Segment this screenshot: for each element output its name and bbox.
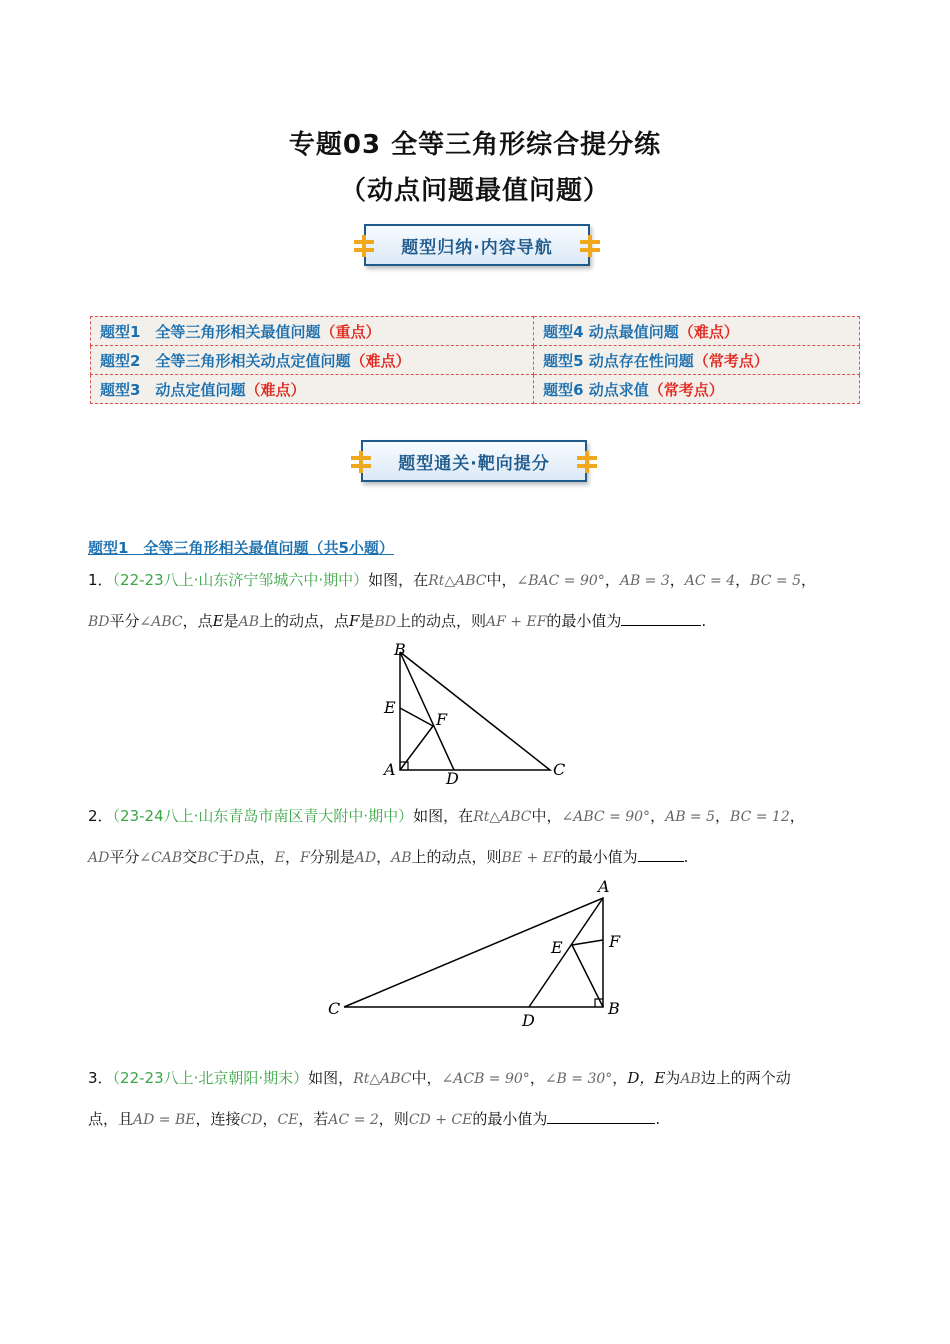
table-row — [91, 317, 860, 346]
toc-item-4[interactable]: 题型4 动点最值问题（难点） — [534, 317, 860, 346]
section-heading-type1[interactable]: 题型1 全等三角形相关最值问题（共5小题） — [88, 539, 394, 557]
label-e: E — [384, 698, 396, 717]
segment-be — [572, 945, 603, 1007]
label-b: B — [394, 640, 406, 659]
label-a: A — [598, 877, 610, 896]
question-source: （22-23八上·山东济宁邹城六中·期中） — [112, 571, 369, 589]
label-e: E — [551, 938, 563, 957]
equal-sign-icon — [351, 451, 371, 473]
toc-item-1[interactable]: 题型1 全等三角形相关最值问题（重点） — [91, 317, 534, 346]
triangle-abc — [400, 652, 550, 770]
doc-title-line1: 专题03 全等三角形综合提分练 — [288, 130, 662, 160]
equal-sign-icon — [580, 235, 600, 257]
question-source: （23-24八上·山东青岛市南区青大附中·期中） — [112, 807, 414, 825]
table-row — [91, 346, 860, 375]
doc-title-line2: （动点问题最值问题） — [339, 176, 610, 206]
label-f: F — [609, 932, 621, 951]
answer-blank[interactable] — [621, 610, 701, 626]
banner-content-nav-label: 题型归纳·内容导航 — [401, 237, 553, 258]
equal-sign-icon — [577, 451, 597, 473]
label-b: B — [608, 999, 620, 1018]
banner-practice-label: 题型通关·靶向提分 — [398, 453, 550, 474]
question-3: 3．（22-23八上·北京朝阳·期末）如图，Rt△ABC中，∠ACB = 90°，∠B = 30°，D，E为AB边上的两个动 点，且AD = BE，连接CD，CE，若AC = 2，则CD + CE的最小值为 . — [88, 1069, 791, 1128]
banner-content-nav — [364, 224, 590, 266]
question-1: 1．（22-23八上·山东济宁邹城六中·期中）如图，在Rt△ABC中，∠BAC = 90°，AB = 3，AC = 4，BC = 5， BD平分∠ABC，点E是AB上的动点，点F是BD上的动点，则AF + EF的最小值为 . — [88, 571, 816, 630]
toc-item-3[interactable]: 题型3 动点定值问题（难点） — [91, 375, 534, 404]
figure-q1 — [370, 638, 580, 788]
question-source: （22-23八上·北京朝阳·期末） — [112, 1069, 309, 1087]
topic-table — [90, 316, 860, 404]
segment-ef — [400, 708, 433, 726]
banner-practice — [361, 440, 587, 482]
toc-item-5[interactable]: 题型5 动点存在性问题（常考点） — [534, 346, 860, 375]
segment-af — [400, 726, 433, 770]
equal-sign-icon — [354, 235, 374, 257]
question-2: 2．（23-24八上·山东青岛市南区青大附中·期中）如图，在Rt△ABC中，∠ABC = 90°，AB = 5，BC = 12， AD平分∠CAB交BC于D点，E，F分别是AD，AB上的动点，则BE + EF的最小值为 . — [88, 807, 805, 866]
toc-item-6[interactable]: 题型6 动点求值（常考点） — [534, 375, 860, 404]
answer-blank[interactable] — [547, 1108, 655, 1124]
figure-q2 — [320, 876, 640, 1036]
label-c: C — [553, 760, 566, 779]
triangle-abc — [344, 898, 603, 1007]
toc-item-2[interactable]: 题型2 全等三角形相关动点定值问题（难点） — [91, 346, 534, 375]
segment-ef — [572, 940, 603, 945]
table-row — [91, 375, 860, 404]
label-f: F — [436, 710, 448, 729]
label-d: D — [446, 769, 459, 788]
label-a: A — [384, 760, 396, 779]
label-c: C — [328, 999, 341, 1018]
label-d: D — [522, 1011, 535, 1030]
answer-blank[interactable] — [638, 846, 684, 862]
